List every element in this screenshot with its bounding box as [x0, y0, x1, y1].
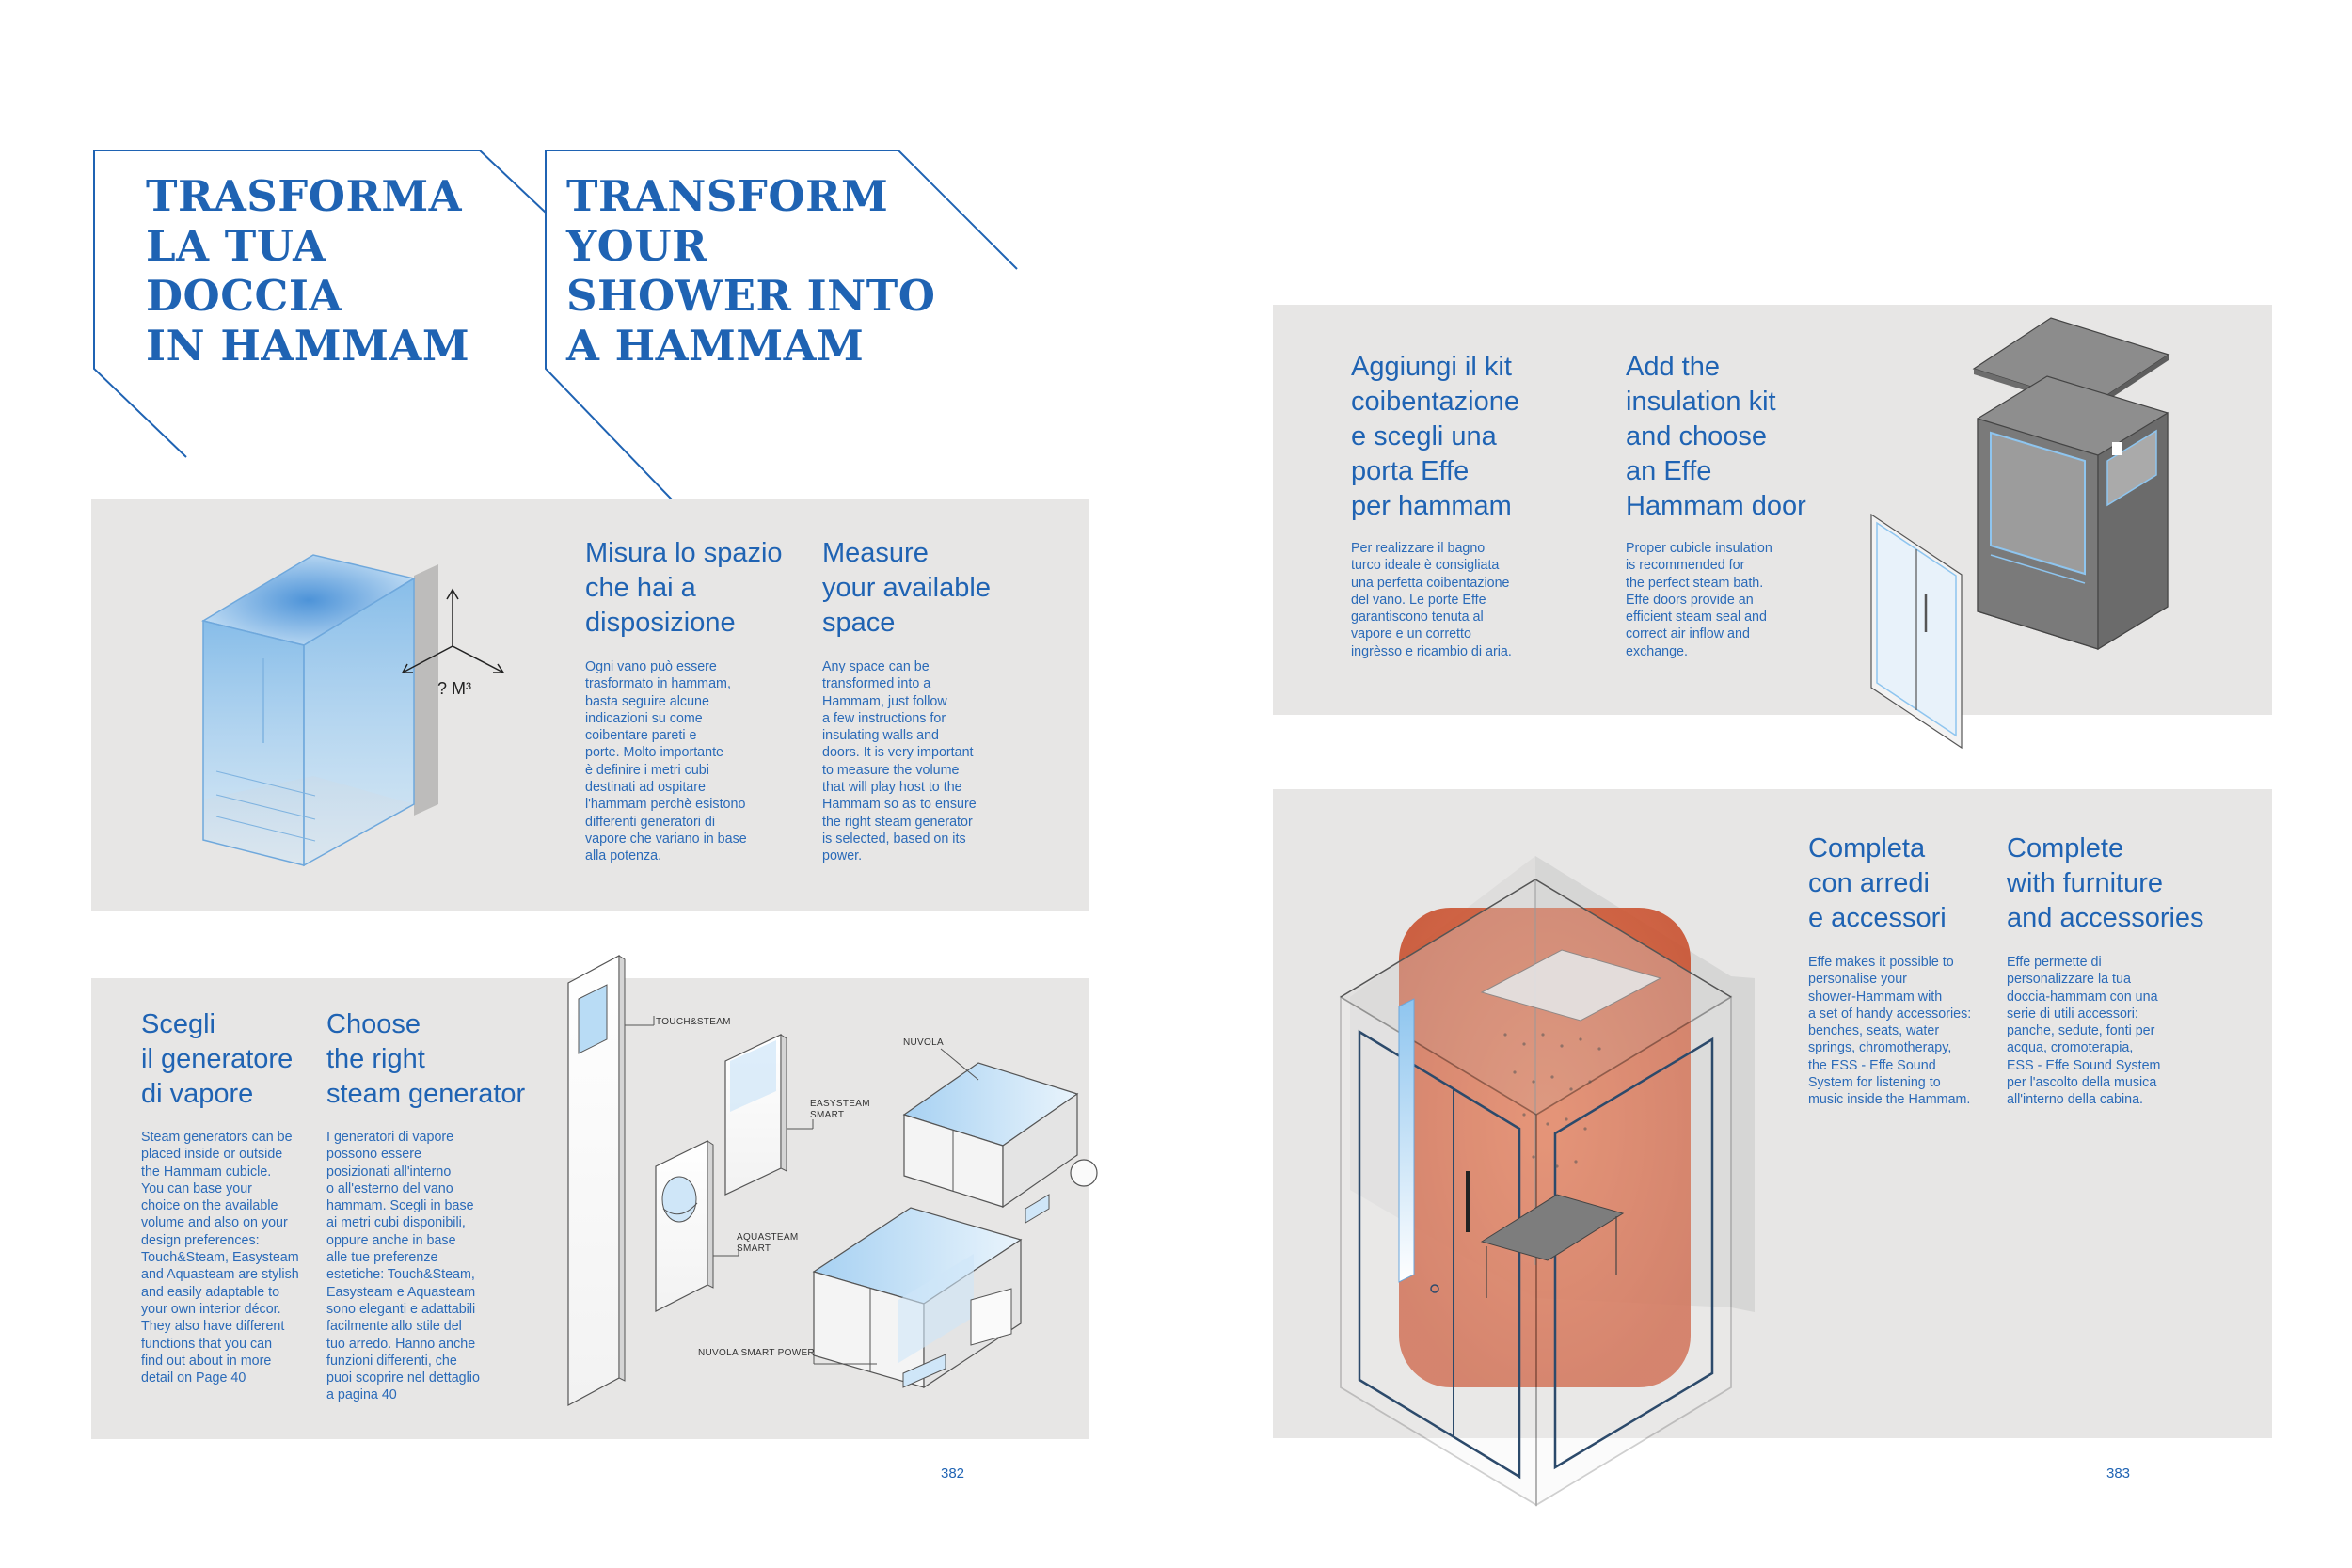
generator-title-italian: Scegli il generatore di vapore: [141, 1009, 294, 1109]
page-number-right: 383: [2106, 1465, 2131, 1481]
measure-title-italian: Misura lo spazio che hai a disposizione: [585, 538, 783, 638]
insulation-title-english: Add the insulation kit and choose an Effe Hammam door: [1626, 352, 1806, 521]
furniture-title-italian: Completa con arredi e accessori: [1808, 833, 1947, 933]
measure-body-english: Any space can be transformed into a Hammam, just follow a few instructions for insulating walls and doors. It is very important to measure the volume that will play host to the Hammam so as to ensure the right steam generator is selected, based on its power.: [822, 659, 977, 864]
measure-body-italian: Ogni vano può essere trasformato in hammam, basta seguire alcune indicazioni su come coibentare pareti e porte. Molto importante è definire i metri cubi destinati ad ospitare l'hammam perchè esistono differenti generatori di vapore che variano in base alla potenza.: [585, 659, 747, 864]
page-number-left: 382: [941, 1465, 965, 1481]
label-touch-steam: TOUCH&STEAM: [656, 1017, 731, 1027]
insulation-body-english: Proper cubicle insulation is recommended for the perfect steam bath. Effe doors provide an efficient steam seal and correct air inflow and exchange.: [1626, 541, 1772, 659]
generator-body-italian: I generatori di vapore possono essere posizionati all'interno o all'esterno del vano hammam. Scegli in base ai metri cubi disponibili, oppure anche in base alle tue preferenze estetiche: Touch&Steam, Easysteam e Aquasteam sono eleganti e adattabili facilmente allo stile del tuo arredo. Hanno anche funzioni differenti, che puoi scoprire nel dettaglio a pagina 40: [326, 1130, 480, 1403]
generator-title-english: Choose the right steam generator: [326, 1009, 526, 1109]
furniture-body-italian: Effe permette di personalizzare la tua doccia-hammam con una serie di utili accessori: panche, sedute, fonti per acqua, cromoterapia, ESS - Effe Sound System per l'ascolto della musica all'interno della cabina.: [2007, 955, 2161, 1108]
label-easysteam: EASYSTEAM SMART: [810, 1099, 870, 1120]
generator-body-english: Steam generators can be placed inside or outside the Hammam cubicle. You can base your choice on the available volume and also on your design preferences: Touch&Steam, Easysteam and Aquasteam are stylish and easily adaptable to your own interior décor. They also have different functions that you can find out about in more detail on Page 40: [141, 1130, 299, 1386]
measure-title-english: Measure your available space: [822, 538, 991, 638]
insulation-body-italian: Per realizzare il bagno turco ideale è consigliata una perfetta coibentazione del vano. Le porte Effe garantiscono tenuta al vapore e un corretto ingrèsso e ricambio di aria.: [1351, 541, 1512, 659]
label-nuvola-smart-power: NUVOLA SMART POWER: [698, 1348, 815, 1358]
headline-italian: TRASFORMA LA TUA DOCCIA IN HAMMAM: [146, 171, 470, 371]
label-nuvola: NUVOLA: [903, 1037, 944, 1048]
insulation-title-italian: Aggiungi il kit coibentazione e scegli una porta Effe per hammam: [1351, 352, 1519, 521]
label-aquasteam: AQUASTEAM SMART: [737, 1232, 799, 1254]
furniture-title-english: Complete with furniture and accessories: [2007, 833, 2204, 933]
furniture-body-english: Effe makes it possible to personalise your shower-Hammam with a set of handy accessories: benches, seats, water springs, chromotherapy, the ESS - Effe Sound System for listening to music inside the Hammam.: [1808, 955, 1972, 1108]
volume-label: ? M³: [437, 679, 471, 698]
headline-english: TRANSFORM YOUR SHOWER INTO A HAMMAM: [566, 171, 936, 371]
